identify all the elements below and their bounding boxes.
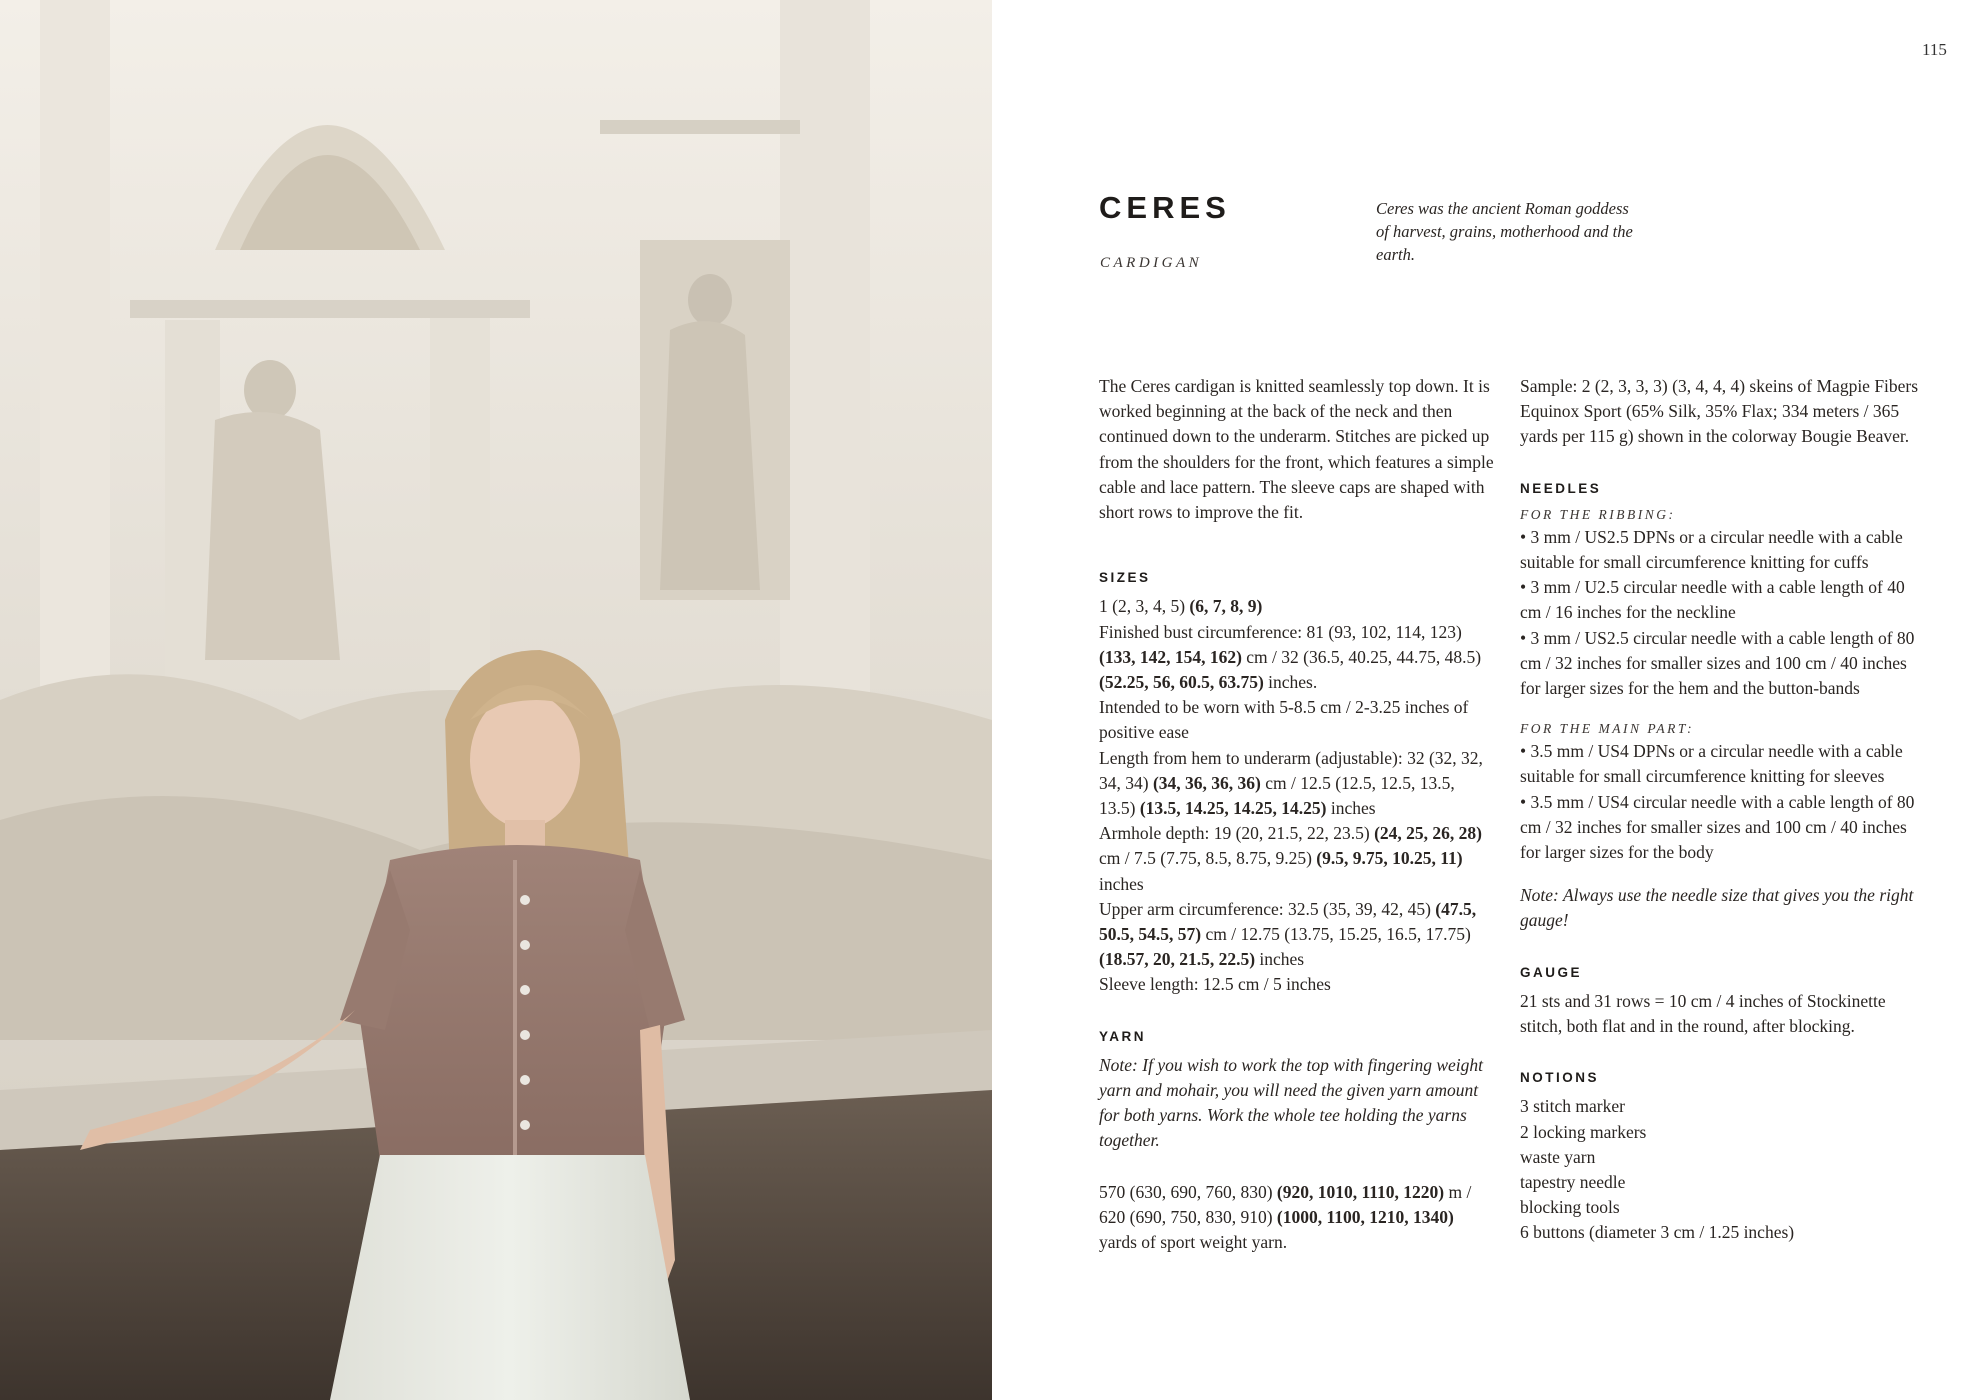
armhole-part-bold: (24, 25, 26, 28) [1374, 823, 1483, 844]
pattern-title: CERES [1099, 190, 1231, 225]
description: The Ceres cardigan is knitted seamlessly top down. It is worked beginning at the back of the neck and then continued down to the underarm. Stitches are picked up from the shoulders for the front, which features a simple cable and lace pattern. The sleeve caps are shaped with short rows to improve the fit. [1099, 376, 1494, 523]
list-item: 3 stitch marker [1520, 1096, 1625, 1117]
list-item: 6 buttons (diameter 3 cm / 1.25 inches) [1520, 1222, 1795, 1243]
main-part-list [1520, 739, 1925, 865]
list-item: tapestry needle [1520, 1172, 1626, 1193]
sizes-bold: (6, 7, 8, 9) [1189, 596, 1263, 617]
yarn-heading: YARN [1099, 1028, 1147, 1044]
photo-illustration [0, 0, 992, 1400]
list-item: waste yarn [1520, 1146, 1596, 1167]
gauge-text: 21 sts and 31 rows = 10 cm / 4 inches of Stockinette stitch, both flat and in the round, after blocking. [1520, 990, 1886, 1037]
bust-part-bold: (52.25, 56, 60.5, 63.75) [1099, 672, 1264, 693]
yarn-part-bold: (1000, 1100, 1210, 1340) [1276, 1206, 1454, 1227]
bust-part: inches. [1263, 672, 1318, 693]
armhole-part-bold: (9.5, 9.75, 10.25, 11) [1316, 848, 1463, 869]
gauge-heading: GAUGE [1520, 964, 1583, 980]
sample-info: Sample: 2 (2, 3, 3, 3) (3, 4, 4, 4) skeins of Magpie Fibers Equinox Sport (65% Silk, 35% Flax; 334 meters / 365 yards per 115 g) shown in the colorway Bougie Beaver. [1520, 376, 1919, 447]
yarn-part: m / 620 (690, 750, 830, 910) [1099, 1181, 1472, 1227]
list-item: • 3.5 mm / US4 DPNs or a circular needle with a cable suitable for small circumference knitting for sleeves [1520, 739, 1925, 789]
bust-circumference [1099, 620, 1494, 696]
list-item: blocking tools [1520, 1197, 1620, 1218]
ease: Intended to be worn with 5-8.5 cm / 2-3.25 inches of positive ease [1099, 697, 1469, 743]
upper-arm-part: inches [1255, 949, 1305, 970]
yarn-part: 570 (630, 690, 760, 830) [1099, 1181, 1277, 1202]
armhole-part: cm / 7.5 (7.75, 8.5, 8.75, 9.25) [1099, 848, 1317, 869]
sizes-line [1099, 594, 1494, 619]
list-item: 2 locking markers [1520, 1121, 1647, 1142]
yarn-part: yards of sport weight yarn. [1099, 1232, 1288, 1253]
main-part-label: FOR THE MAIN PART: [1520, 721, 1695, 737]
upper-arm [1099, 897, 1494, 973]
list-item: • 3.5 mm / US4 circular needle with a cable length of 80 cm / 32 inches for smaller sizes and 100 cm / 40 inches for larger sizes for the body [1520, 790, 1925, 866]
yarn-part-bold: (920, 1010, 1110, 1220) [1276, 1181, 1445, 1202]
bust-part-bold: (133, 142, 154, 162) [1099, 646, 1242, 667]
armhole-part: inches [1099, 873, 1144, 894]
length [1099, 746, 1494, 822]
armhole-part: Armhole depth: 19 (20, 21.5, 22, 23.5) [1099, 823, 1375, 844]
cover-photo [0, 0, 992, 1400]
armhole-depth [1099, 821, 1494, 897]
left-text-column [1099, 374, 1494, 1255]
bust-part: Finished bust circumference: 81 (93, 102, 114, 123) [1099, 621, 1462, 642]
page-number: 115 [1922, 40, 1947, 59]
upper-arm-part: cm / 12.75 (13.75, 15.25, 16.5, 17.75) [1201, 924, 1471, 945]
ribbing-label: FOR THE RIBBING: [1520, 506, 1676, 522]
upper-arm-part-bold: (18.57, 20, 21.5, 22.5) [1099, 949, 1256, 970]
length-part: Length from hem to underarm (adjustable): 32 (32, 32, 34, 34) [1099, 747, 1483, 793]
pattern-subtitle: CARDIGAN [1100, 255, 1203, 271]
list-item: • 3 mm / US2.5 DPNs or a circular needle with a cable suitable for small circumference knitting for cuffs [1520, 525, 1925, 575]
length-part: inches [1326, 798, 1376, 819]
right-text-column [1520, 374, 1925, 1246]
upper-arm-part: Upper arm circumference: 32.5 (35, 39, 42, 45) [1099, 898, 1436, 919]
length-part-bold: (13.5, 14.25, 14.25, 14.25) [1139, 798, 1327, 819]
yarn-amount [1099, 1180, 1494, 1256]
length-part-bold: (34, 36, 36, 36) [1152, 772, 1261, 793]
ribbing-list [1520, 525, 1925, 701]
yarn-note: Note: If you wish to work the top with fingering weight yarn and mohair, you will need the given yarn amount for both yarns. Work the whole tee holding the yarns together. [1099, 1054, 1484, 1151]
sizes-regular: 1 (2, 3, 4, 5) [1099, 596, 1190, 617]
length-part: cm / 12.5 (12.5, 12.5, 13.5, 13.5) [1099, 772, 1455, 819]
needles-heading: NEEDLES [1520, 480, 1602, 496]
list-item: • 3 mm / US2.5 circular needle with a cable length of 80 cm / 32 inches for smaller sizes and 100 cm / 40 inches for larger sizes for the hem and the button-bands [1520, 626, 1925, 702]
sleeve-length: Sleeve length: 12.5 cm / 5 inches [1099, 974, 1331, 995]
sizes-heading: SIZES [1099, 570, 1151, 586]
list-item: • 3 mm / U2.5 circular needle with a cable length of 40 cm / 16 inches for the neckline [1520, 575, 1925, 625]
intro-text: Ceres was the ancient Roman goddess of harvest, grains, motherhood and the earth. [1376, 199, 1633, 264]
upper-arm-part-bold: (47.5, 50.5, 54.5, 57) [1099, 898, 1477, 945]
notions-heading: NOTIONS [1520, 1070, 1600, 1086]
needle-note: Note: Always use the needle size that gives you the right gauge! [1520, 885, 1914, 931]
bust-part: cm / 32 (36.5, 40.25, 44.75, 48.5) [1241, 646, 1482, 667]
